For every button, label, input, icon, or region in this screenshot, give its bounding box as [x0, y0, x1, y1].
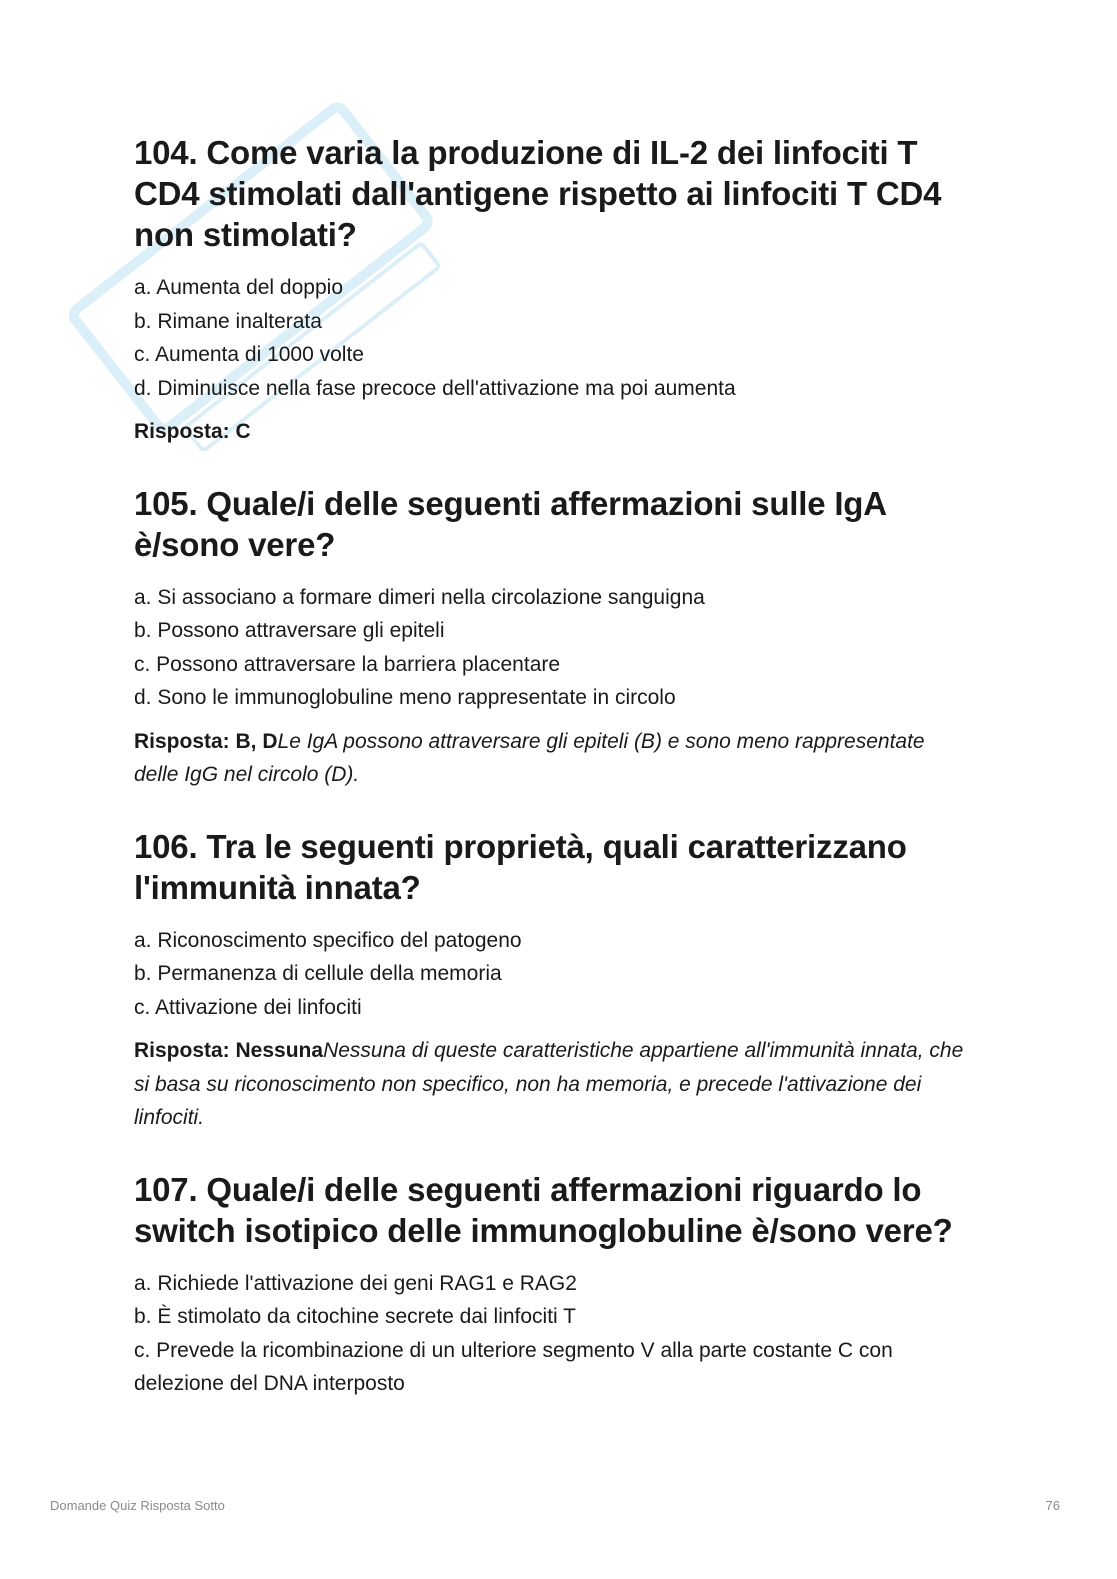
answer	[134, 1034, 974, 1135]
option-c: c. Aumenta di 1000 volte	[134, 343, 364, 366]
option-a: a. Riconoscimento specifico del patogeno	[134, 928, 522, 952]
option-b: b. Rimane inalterata	[134, 309, 322, 333]
option-d: d. Diminuisce nella fase precoce dell'attivazione ma poi aumenta	[134, 376, 736, 400]
option-a: a. Richiede l'attivazione dei geni RAG1 e RAG2	[134, 1271, 577, 1295]
answer-label: Risposta: Nessuna	[134, 1039, 324, 1062]
options-list	[134, 1267, 974, 1401]
option-c: c. Attivazione dei linfociti	[134, 995, 362, 1019]
question-title: 105. Quale/i delle seguenti affermazioni sulle IgA è/sono vere?	[134, 484, 886, 563]
option-a: a. Si associano a formare dimeri nella circolazione sanguigna	[134, 585, 705, 609]
page-content	[134, 132, 974, 1435]
question-107	[134, 1169, 974, 1401]
option-d: d. Sono le immunoglobuline meno rappresentate in circolo	[134, 686, 676, 709]
answer	[134, 415, 974, 449]
option-a: a. Aumenta del doppio	[134, 276, 343, 299]
option-c: c. Prevede la ricombinazione di un ulteriore segmento V alla parte costante C con delezione del DNA interposto	[134, 1338, 893, 1395]
answer	[134, 725, 974, 792]
options-list	[134, 924, 974, 1025]
question-title: 107. Quale/i delle seguenti affermazioni riguardo lo switch isotipico delle immunoglobuline è/sono vere?	[134, 1170, 953, 1249]
option-b: b. Permanenza di cellule della memoria	[134, 962, 502, 985]
answer-explanation: Nessuna di queste caratteristiche appartiene all'immunità innata, che si basa su riconoscimento non specifico, non ha memoria, e precede l'attivazione dei linfociti.	[134, 1039, 964, 1129]
question-title: 106. Tra le seguenti proprietà, quali caratterizzano l'immunità innata?	[134, 827, 907, 906]
option-c: c. Possono attraversare la barriera placentare	[134, 652, 561, 676]
footer-doc-title: Domande Quiz Risposta Sotto	[50, 1498, 225, 1513]
answer-label: Risposta: C	[134, 420, 251, 443]
page-footer	[50, 1498, 1060, 1513]
option-b: b. Possono attraversare gli epiteli	[134, 619, 445, 642]
options-list	[134, 581, 974, 715]
question-104	[134, 132, 974, 449]
footer-page-number: 76	[1045, 1498, 1060, 1513]
options-list	[134, 271, 974, 405]
question-106	[134, 826, 974, 1135]
option-b: b. È stimolato da citochine secrete dai linfociti T	[134, 1305, 576, 1328]
question-105	[134, 483, 974, 792]
answer-explanation: Le IgA possono attraversare gli epiteli (B) e sono meno rappresentate delle IgG nel circolo (D).	[134, 729, 925, 786]
question-title: 104. Come varia la produzione di IL-2 dei linfociti T CD4 stimolati dall'antigene rispetto ai linfociti T CD4 non stimolati?	[134, 134, 942, 253]
answer-label: Risposta: B, D	[134, 729, 278, 753]
